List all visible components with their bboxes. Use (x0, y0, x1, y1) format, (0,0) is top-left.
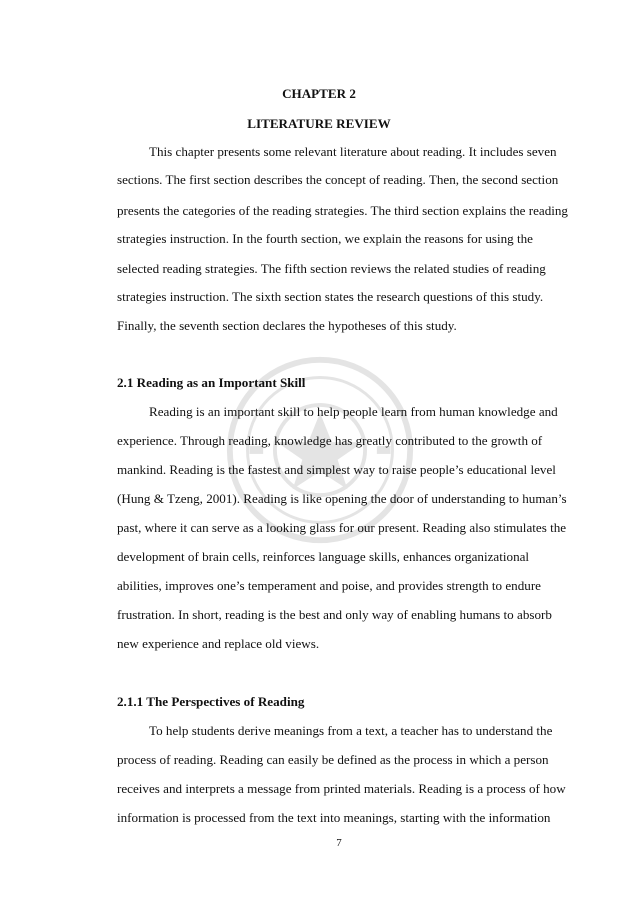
intro-line: strategies instruction. In the fourth section, we explain the reasons for using the (117, 231, 533, 246)
intro-line: presents the categories of the reading strategies. The third section explains the reading (117, 203, 568, 218)
intro-line: This chapter presents some relevant literature about reading. It includes seven (149, 144, 557, 159)
section-2-1-line: mankind. Reading is the fastest and simplest way to raise people’s educational level (117, 462, 556, 477)
section-2-1-line: experience. Through reading, knowledge has greatly contributed to the growth of (117, 433, 543, 448)
section-2-1-line: development of brain cells, reinforces language skills, enhances organizational (117, 549, 530, 564)
chapter-number: CHAPTER 2 (282, 86, 356, 101)
intro-line: Finally, the seventh section declares the hypotheses of this study. (117, 318, 457, 333)
section-2-1-line: frustration. In short, reading is the best and only way of enabling humans to absorb (117, 607, 552, 622)
chapter-title: LITERATURE REVIEW (247, 116, 391, 131)
section-2-1-1-line: information is processed from the text into meanings, starting with the information (117, 810, 551, 825)
section-2-1-line: past, where it can serve as a looking glass for our present. Reading also stimulates the (117, 520, 567, 535)
section-2-1-line: new experience and replace old views. (117, 636, 320, 651)
section-2-1-line: Reading is an important skill to help people learn from human knowledge and (149, 404, 558, 419)
section-heading-2-1: 2.1 Reading as an Important Skill (117, 375, 306, 390)
section-heading-2-1-1: 2.1.1 The Perspectives of Reading (117, 694, 305, 709)
section-2-1-line: abilities, improves one’s temperament and poise, and provides strength to endure (117, 578, 541, 593)
section-2-1-line: (Hung & Tzeng, 2001). Reading is like opening the door of understanding to human’s (117, 491, 567, 506)
section-2-1-1-line: receives and interprets a message from printed materials. Reading is a process of how (117, 781, 566, 796)
intro-line: selected reading strategies. The fifth section reviews the related studies of reading (117, 261, 546, 276)
section-2-1-1-line: process of reading. Reading can easily be defined as the process in which a person (117, 752, 549, 767)
intro-line: sections. The first section describes the concept of reading. Then, the second section (117, 172, 559, 187)
intro-line: strategies instruction. The sixth section states the research questions of this study. (117, 289, 544, 304)
page-number: 7 (336, 837, 342, 849)
section-2-1-1-line: To help students derive meanings from a text, a teacher has to understand the (149, 723, 553, 738)
